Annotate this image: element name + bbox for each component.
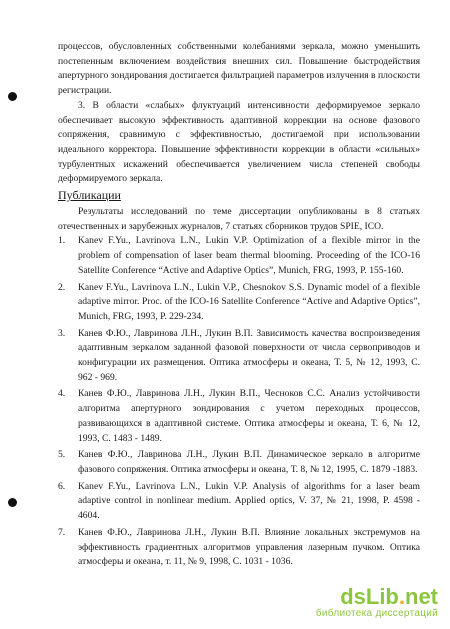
logo-dot: . [398,584,405,609]
binder-hole-top [8,92,17,101]
publication-item [58,448,420,477]
binder-hole-bottom [8,498,17,507]
watermark-subtitle: библиотека диссертаций [315,608,438,619]
logo-main-text: dsLib [340,584,399,609]
publication-number: 6. [58,480,66,492]
publication-text: Канев Ф.Ю., Лавринова Л.Н., Лукин В.П. Зависимость качества воспроизведения адаптивным зеркалом заданной фазовой поверхности от числа сервоприводов и конфигурации их размещения. Оптика атмосферы и океана, Т. 5, № 12, 1993, С. 962 - 969. [78,327,420,383]
publications-list [58,234,420,569]
publication-item [58,327,420,386]
publication-text: Kanev F.Yu., Lavrinova L.N., Lukin V.P., Chesnokov S.S. Dynamic model of a flexible adaptive mirror. Proc. of the ICO-16 Satellite Conference “Active and Adaptive Optics”, Munich, FRG, 1993, P. 229-234. [78,281,420,322]
publication-text: Kanev F.Yu., Lavrinova L.N., Lukin V.P. Analysis of algorithms for a laser beam adaptive control in nonlinear medium. Applied optics, V. 37, № 21, 1998, P. 4598 - 4604. [78,480,420,522]
publication-text: Канев Ф.Ю., Лавринова Л.Н., Лукин В.П., Чесноков С.С. Анализ устойчивости алгоритма апертурного зондирования с учетом переходных процессов, развивающихся в адаптивной системе. Оптика атмосферы и океана, Т. 6, № 12, 1993, С. 1483 - 1489. [78,388,420,444]
publication-text: Kanev F.Yu., Lavrinova L.N., Lukin V.P. Optimization of a flexible mirror in the problem of compensation of laser beam thermal blooming. Proceeding of the ICO-16 Satellite Conference “Active and Adaptive Optics”, Munich, FRG, 1993, P. 155-160. [78,235,420,276]
publication-item [58,234,420,278]
publications-heading: Публикации [58,188,121,203]
paragraph-conclusion-3: 3. В области «слабых» флуктуаций интенсивности деформируемое зеркало обеспечивает высокую эффективность адаптивной коррекции на основе фазового сопряжения, сравнимую с эффективностью, достигаемой при использовании идеального корректора. Повышение эффективности коррекции в области «сильных» турбулентных искажений обеспечивается увеличением числа степеней свободы деформируемого зеркала. [58,99,420,185]
watermark[interactable] [316,586,438,619]
publication-text: Канев Ф.Ю., Лавринова Л.Н., Лукин В.П. Влияние локальных экстремумов на эффективность градиентных алгоритмов управления лазерным пучком. Оптика атмосферы и океана, т. 11, № 9, 1998, С. 1031 - 1036. [78,526,420,568]
publication-text: Канев Ф.Ю., Лавринова Л.Н., Лукин В.П. Динамическое зеркало в алгоритме фазового сопряжения. Оптика атмосферы и океана, Т. 8, № 12, 1995, С. 1879 -1883. [78,449,420,475]
publication-number: 4. [58,388,66,400]
document-body [58,40,420,572]
publication-item [58,281,420,325]
watermark-logo [316,586,438,608]
publication-item [58,480,420,524]
publication-number: 2. [58,281,66,293]
logo-tld-text: net [405,584,438,609]
publication-number: 1. [58,235,66,247]
publication-item [58,387,420,446]
publication-number: 5. [58,449,66,461]
publication-number: 7. [58,526,66,538]
publication-number: 3. [58,327,66,339]
paragraph-conclusion-2-end: процессов, обусловленных собственными колебаниями зеркала, можно уменьшить постепенным включением воздействия внешних сил. Повышение быстродействия апертурного зондирования достигается фильтрацией параметров излучения в плоскости регистрации. [58,41,420,97]
publications-intro: Результаты исследований по теме диссертации опубликованы в 8 статьях отечественных и зарубежных журналов, 7 статьях сборников трудов SPIE, ICO. [58,206,420,232]
publication-item [58,526,420,570]
